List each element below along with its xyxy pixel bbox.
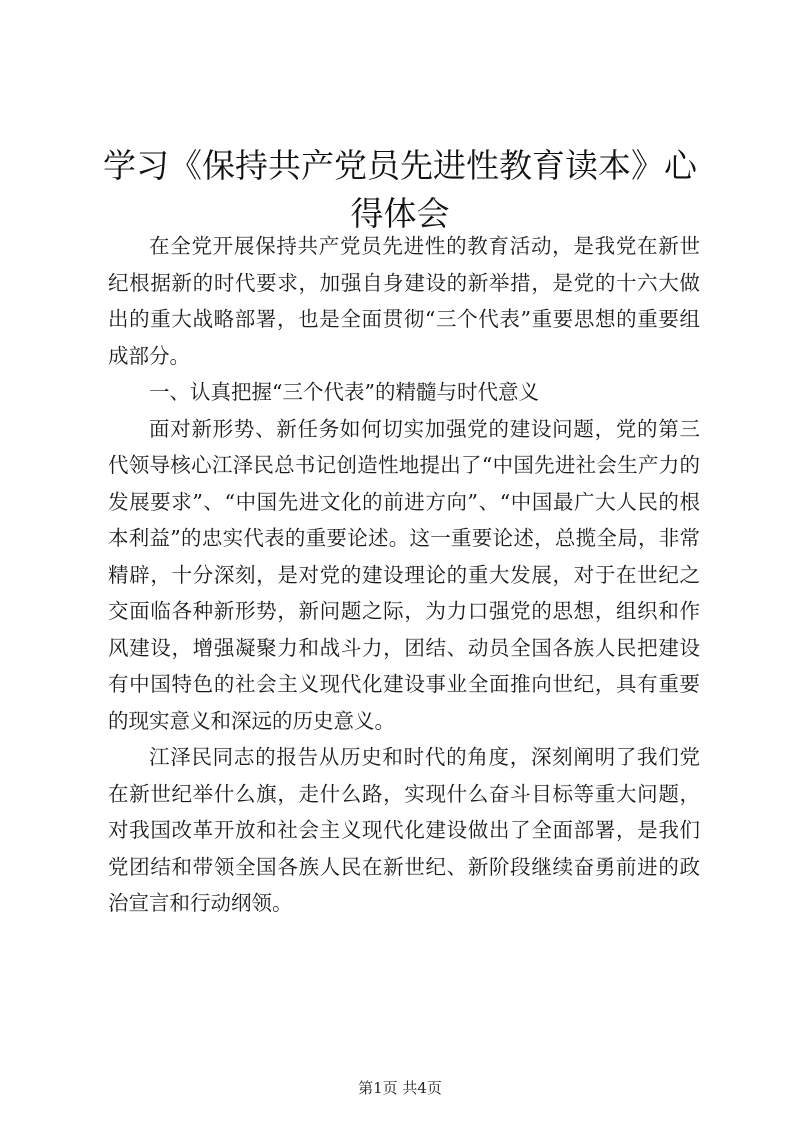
paragraph-body: 江泽民同志的报告从历史和时代的角度，深刻阐明了我们党在新世纪举什么旗，走什么路，实现什么奋斗目标等重大问题，对我国改革开放和社会主义现代化建设做出了全面部署，是我们党团结和带领全国各族人民在新世纪、新阶段继续奋勇前进的政治宣言和行动纲领。 <box>108 745 700 915</box>
paragraph-intro: 在全党开展保持共产党员先进性的教育活动，是我党在新世纪根据新的时代要求，加强自身建设的新举措，是党的十六大做出的重大战略部署，也是全面贯彻“三个代表”重要思想的重要组成部分。 <box>108 234 700 368</box>
document-body <box>108 228 700 922</box>
paragraph-body: 面对新形势、新任务如何切实加强党的建设问题，党的第三代领导核心江泽民总书记创造性地提出了“中国先进社会生产力的发展要求”、“中国先进文化的前进方向”、“中国最广大人民的根本利益”的忠实代表的重要论述。这一重要论述，总揽全局，非常精辟，十分深刻，是对党的建设理论的重大发展，对于在世纪之交面临各种新形势，新问题之际，为力口强党的思想，组织和作风建设，增强凝聚力和战斗力，团结、动员全国各族人民把建设有中国特色的社会主义现代化建设事业全面推向世纪，具有重要的现实意义和深远的历史意义。 <box>108 416 700 733</box>
section-heading: 一、认真把握“三个代表”的精髓与时代意义 <box>149 380 539 404</box>
page-footer: 第1页 共4页 <box>358 1079 442 1097</box>
document-title: 学习《保持共产党员先进性教育读本》心得体会 <box>103 146 697 233</box>
